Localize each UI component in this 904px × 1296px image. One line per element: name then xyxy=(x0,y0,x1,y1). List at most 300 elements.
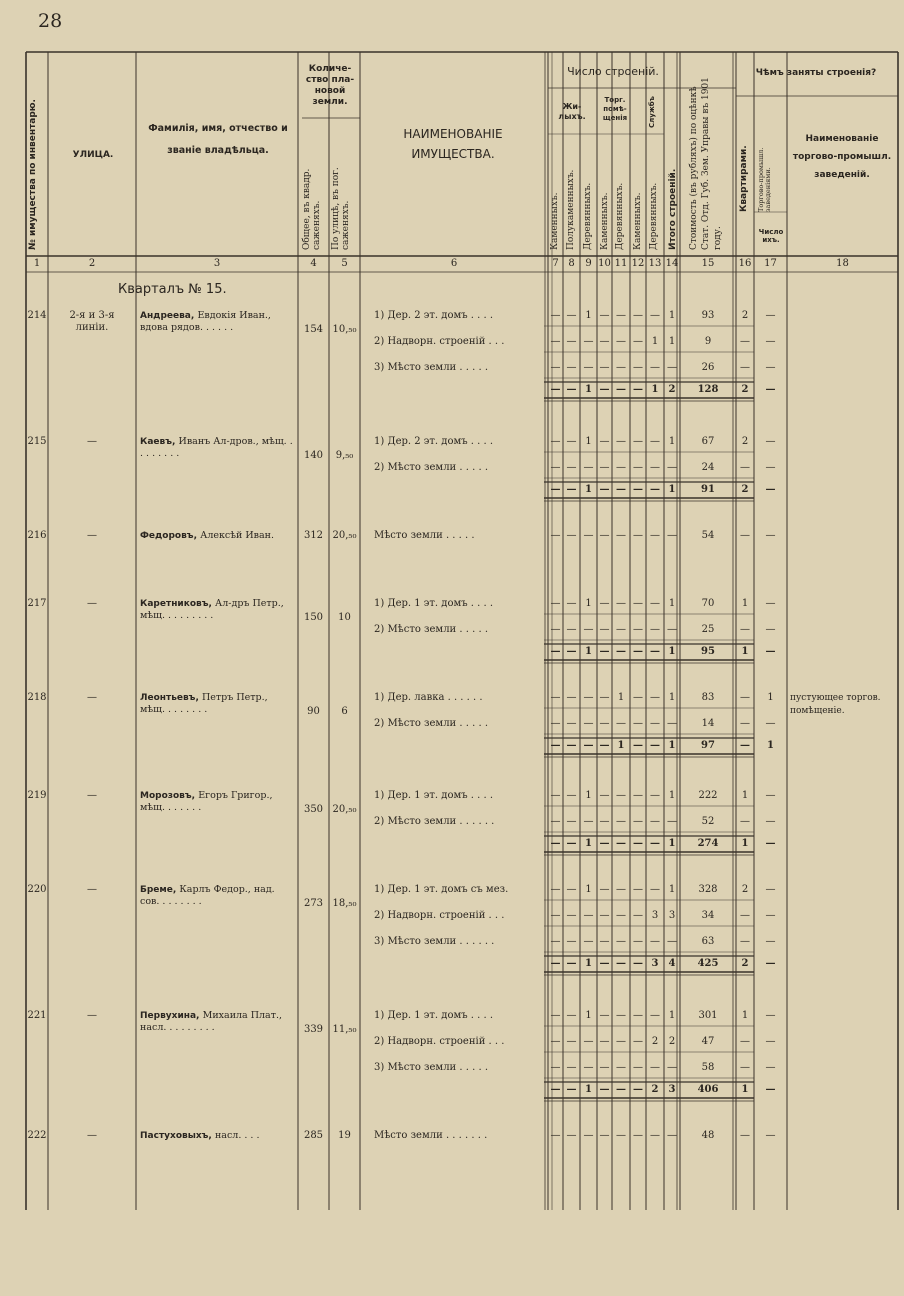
item-cell: — xyxy=(550,436,561,447)
item-cell: — xyxy=(550,336,561,347)
item-cell: — xyxy=(740,936,750,947)
item-name: 2) Мѣсто земли . . . . . xyxy=(374,718,488,729)
total-cell: — xyxy=(599,740,610,751)
total-cell: — xyxy=(616,484,626,495)
item-cell: — xyxy=(633,530,643,541)
entry-owner xyxy=(140,1010,294,1034)
item-cell: — xyxy=(583,336,594,347)
item-cell: — xyxy=(740,362,750,373)
item-cell: 2 xyxy=(668,1036,676,1047)
item-cell: — xyxy=(566,598,577,609)
entry-area: 154 xyxy=(303,324,324,335)
item-cell: — xyxy=(566,1010,577,1021)
item-cell: — xyxy=(616,310,626,321)
entry-area: 339 xyxy=(303,1024,324,1035)
item-cell: — xyxy=(616,790,626,801)
item-cell: — xyxy=(550,910,561,921)
item-cell: — xyxy=(740,1130,750,1141)
item-cell: 1 xyxy=(585,790,592,801)
item-cell: — xyxy=(616,1130,626,1141)
total-cell: — xyxy=(633,384,643,395)
item-cell: — xyxy=(616,1062,626,1073)
total-cell: — xyxy=(650,838,660,849)
item-cell: — xyxy=(599,816,610,827)
total-cell: — xyxy=(566,646,577,657)
entry-owner xyxy=(140,884,294,908)
item-cell: — xyxy=(616,910,626,921)
item-name: 1) Дер. лавка . . . . . . xyxy=(374,692,483,703)
item-cell: — xyxy=(740,336,750,347)
item-cell: — xyxy=(566,310,577,321)
item-cell: 1 xyxy=(668,790,676,801)
item-cell: — xyxy=(550,1062,561,1073)
item-cell: — xyxy=(550,692,561,703)
item-cell: — xyxy=(599,462,610,473)
item-cell: — xyxy=(667,718,677,729)
item-cell: — xyxy=(650,436,660,447)
item-name: 3) Мѣсто земли . . . . . xyxy=(374,1062,488,1073)
item-cell: — xyxy=(740,624,750,635)
total-cell: — xyxy=(566,484,577,495)
entry-owner xyxy=(140,530,294,542)
item-name: 1) Дер. 1 эт. домъ . . . . xyxy=(374,598,494,609)
item-cell: — xyxy=(650,884,660,895)
total-cell: — xyxy=(633,646,643,657)
item-cell: 1 xyxy=(585,884,592,895)
total-cell: — xyxy=(633,484,643,495)
total-cell: 2 xyxy=(668,384,676,395)
header-property: НАИМЕНОВАНІЕ ИМУЩЕСТВА. xyxy=(403,127,503,161)
item-cell: — xyxy=(633,1010,643,1021)
total-cell: — xyxy=(616,838,626,849)
item-cell: 1 xyxy=(585,598,592,609)
item-cell: — xyxy=(650,1062,660,1073)
column-number: 13 xyxy=(648,258,662,269)
item-name: 2) Надворн. строеній . . . xyxy=(374,336,505,347)
item-cell: — xyxy=(633,1062,643,1073)
item-cell: — xyxy=(765,362,776,373)
total-cell: — xyxy=(550,484,561,495)
item-cell: — xyxy=(633,692,643,703)
item-cell: 25 xyxy=(701,624,715,635)
item-cell: — xyxy=(633,1130,643,1141)
item-cell: — xyxy=(599,1036,610,1047)
item-cell: — xyxy=(740,718,750,729)
column-number: 2 xyxy=(88,258,96,269)
total-cell: 406 xyxy=(697,1084,719,1095)
item-cell: 1 xyxy=(668,692,676,703)
item-cell: 1 xyxy=(668,884,676,895)
item-cell: — xyxy=(566,362,577,373)
total-cell: 1 xyxy=(741,838,749,849)
total-cell: 1 xyxy=(585,384,592,395)
total-cell: — xyxy=(599,958,610,969)
total-cell: — xyxy=(566,1084,577,1095)
item-name: 2) Надворн. строеній . . . xyxy=(374,1036,505,1047)
column-number: 4 xyxy=(310,258,317,269)
total-cell: 1 xyxy=(668,740,676,751)
item-cell: — xyxy=(616,718,626,729)
item-cell: — xyxy=(550,1130,561,1141)
item-cell: 34 xyxy=(701,910,715,921)
item-cell: — xyxy=(765,624,776,635)
entry-owner-surname: Андреева, xyxy=(140,311,198,321)
item-cell: — xyxy=(550,884,561,895)
item-cell: 301 xyxy=(698,1010,718,1021)
item-cell: — xyxy=(616,884,626,895)
entry-owner-surname: Первухина, xyxy=(140,1011,203,1021)
item-name: 1) Дер. 2 эт. домъ . . . . xyxy=(374,436,494,447)
item-cell: — xyxy=(583,462,594,473)
item-cell: — xyxy=(550,1036,561,1047)
page-number: 28 xyxy=(38,10,63,32)
total-cell: 2 xyxy=(741,484,749,495)
item-cell: — xyxy=(633,624,643,635)
item-cell: — xyxy=(765,598,776,609)
item-cell: — xyxy=(765,1010,776,1021)
header-wooden2: Деревянныхъ. xyxy=(615,182,625,250)
item-cell: 47 xyxy=(701,1036,715,1047)
total-cell: — xyxy=(599,646,610,657)
item-cell: 1 xyxy=(585,1010,592,1021)
total-cell: 1 xyxy=(741,1084,749,1095)
column-number: 10 xyxy=(598,258,611,269)
entry-owner-surname: Морозовъ, xyxy=(140,791,199,801)
item-cell: — xyxy=(583,362,594,373)
item-cell: — xyxy=(550,310,561,321)
entry-area: 90 xyxy=(307,706,320,717)
total-cell: 2 xyxy=(741,958,749,969)
item-cell: — xyxy=(765,1036,776,1047)
total-cell: — xyxy=(765,958,776,969)
entry-owner-rest: Иванъ Ал-дров., мѣщ. . . . . . . . . xyxy=(140,436,293,459)
item-cell: — xyxy=(616,624,626,635)
item-cell: — xyxy=(583,936,594,947)
header-value: Стоимость (въ рубляхъ) по оцѣнкѣ Стат. Отд. Губ. Зем. Управы въ 1901 году. xyxy=(689,77,723,250)
total-cell: — xyxy=(566,838,577,849)
item-cell: — xyxy=(616,936,626,947)
entry-street: — xyxy=(87,530,97,541)
item-cell: — xyxy=(550,936,561,947)
header-stone: Каменныхъ. xyxy=(550,192,560,250)
entry-frontage: 19 xyxy=(338,1130,351,1141)
item-cell: — xyxy=(566,884,577,895)
item-cell: 67 xyxy=(701,436,715,447)
entry-owner-surname: Федоровъ, xyxy=(140,531,201,541)
entry-owner-surname: Каевъ, xyxy=(140,437,179,447)
item-cell: 2 xyxy=(741,884,749,895)
entry-street: — xyxy=(87,692,97,703)
entry-number: 218 xyxy=(27,692,47,703)
total-cell: — xyxy=(650,740,660,751)
item-cell: — xyxy=(599,884,610,895)
item-cell: 222 xyxy=(698,790,718,801)
entry-owner-surname: Каретниковъ, xyxy=(140,599,216,609)
item-cell: 1 xyxy=(617,692,625,703)
header-total-buildings: Итого строеній. xyxy=(668,168,678,250)
item-cell: — xyxy=(633,362,643,373)
total-cell: — xyxy=(765,484,776,495)
header-wooden3: Деревянныхъ. xyxy=(649,182,659,250)
total-cell: — xyxy=(583,740,594,751)
entry-number: 217 xyxy=(27,598,47,609)
total-cell: — xyxy=(550,1084,561,1095)
item-cell: — xyxy=(650,718,660,729)
header-land-frontage: По улицѣ, въ пог. саженяхъ. xyxy=(331,167,351,250)
item-cell: 2 xyxy=(741,436,749,447)
entry-owner-surname: Пастуховыхъ, xyxy=(140,1131,215,1141)
item-cell: 63 xyxy=(701,936,715,947)
item-cell: — xyxy=(633,436,643,447)
total-cell: — xyxy=(765,838,776,849)
entry-area: 350 xyxy=(303,804,324,815)
item-cell: — xyxy=(740,1036,750,1047)
entry-owner-rest: насл. . . . xyxy=(214,1130,260,1141)
item-cell: — xyxy=(616,462,626,473)
item-cell: — xyxy=(599,790,610,801)
entry-frontage: 18,₅₀ xyxy=(332,898,357,909)
total-cell: — xyxy=(566,740,577,751)
item-cell: 2 xyxy=(741,310,749,321)
entry-owner-rest: Алексѣй Иван. xyxy=(200,530,274,541)
entry-frontage: 10 xyxy=(338,612,351,623)
entry-frontage: 9,₅₀ xyxy=(335,450,354,461)
header-count: Число ихъ. xyxy=(758,228,784,244)
item-cell: — xyxy=(599,624,610,635)
item-cell: — xyxy=(566,1036,577,1047)
total-cell: — xyxy=(650,646,660,657)
item-cell: — xyxy=(599,718,610,729)
total-cell: 1 xyxy=(767,740,774,751)
total-cell: 97 xyxy=(701,740,715,751)
total-cell: — xyxy=(616,958,626,969)
total-cell: — xyxy=(765,384,776,395)
item-cell: 1 xyxy=(585,310,592,321)
item-cell: — xyxy=(650,790,660,801)
item-cell: 14 xyxy=(701,718,715,729)
entry-owner xyxy=(140,790,294,814)
item-cell: — xyxy=(650,1130,660,1141)
item-name: 1) Дер. 1 эт. домъ . . . . xyxy=(374,1010,494,1021)
item-cell: — xyxy=(765,816,776,827)
item-name: 1) Дер. 1 эт. домъ съ мез. xyxy=(374,884,509,895)
item-cell: 93 xyxy=(701,310,715,321)
total-cell: 2 xyxy=(651,1084,659,1095)
total-cell: — xyxy=(566,384,577,395)
total-cell: 4 xyxy=(668,958,676,969)
header-land-total: Общее, въ квадр. саженяхъ. xyxy=(302,168,322,250)
item-cell: — xyxy=(550,816,561,827)
entry-street: — xyxy=(87,436,97,447)
item-cell: — xyxy=(650,598,660,609)
header-wooden: Деревянныхъ. xyxy=(583,182,593,250)
entry-frontage: 11,₅₀ xyxy=(332,1024,357,1035)
item-cell: — xyxy=(633,598,643,609)
total-cell: 1 xyxy=(585,838,592,849)
total-cell: — xyxy=(740,740,750,751)
item-cell: — xyxy=(667,1130,677,1141)
total-cell: 95 xyxy=(701,646,715,657)
total-cell: 1 xyxy=(585,484,592,495)
total-cell: — xyxy=(633,838,643,849)
item-cell: — xyxy=(566,462,577,473)
entry-owner-rest: Петръ Петр., мѣщ. . . . . . . . xyxy=(140,692,268,715)
item-cell: — xyxy=(550,598,561,609)
total-cell: 1 xyxy=(741,646,749,657)
entry-area: 140 xyxy=(303,450,324,461)
total-cell: 1 xyxy=(668,838,676,849)
entry-street: — xyxy=(87,1010,97,1021)
item-cell: — xyxy=(765,462,776,473)
item-cell: 2 xyxy=(651,1036,659,1047)
total-cell: — xyxy=(616,646,626,657)
total-cell: — xyxy=(550,384,561,395)
total-cell: 1 xyxy=(668,484,676,495)
entry-area: 150 xyxy=(303,612,324,623)
entry-area: 312 xyxy=(303,530,324,541)
column-number: 9 xyxy=(585,258,592,269)
item-cell: — xyxy=(765,1130,776,1141)
item-cell: — xyxy=(667,530,677,541)
item-cell: — xyxy=(667,462,677,473)
total-cell: — xyxy=(765,1084,776,1095)
header-street: УЛИЦА. xyxy=(72,150,114,160)
item-cell: — xyxy=(566,336,577,347)
item-cell: 1 xyxy=(668,598,676,609)
entry-number: 220 xyxy=(27,884,47,895)
item-cell: — xyxy=(599,310,610,321)
item-name: 1) Дер. 1 эт. домъ . . . . xyxy=(374,790,494,801)
entry-owner-rest: Егоръ Григор., мѣщ. . . . . . . xyxy=(140,790,273,813)
item-cell: — xyxy=(566,624,577,635)
entry-number: 219 xyxy=(27,790,47,801)
total-cell: 91 xyxy=(701,484,715,495)
header-inventory-no: № имущества по инвентарю. xyxy=(28,99,38,250)
entry-number: 214 xyxy=(27,310,47,321)
total-cell: — xyxy=(765,646,776,657)
item-cell: — xyxy=(650,1010,660,1021)
column-number: 15 xyxy=(701,258,715,269)
item-name: 2) Мѣсто земли . . . . . xyxy=(374,462,488,473)
item-cell: — xyxy=(650,530,660,541)
entry-number: 221 xyxy=(27,1010,47,1021)
item-cell: — xyxy=(583,1130,594,1141)
item-cell: — xyxy=(583,910,594,921)
item-cell: 3 xyxy=(668,910,676,921)
item-cell: — xyxy=(740,462,750,473)
item-cell: 1 xyxy=(767,692,774,703)
entry-frontage: 20,₅₀ xyxy=(332,804,357,815)
item-cell: — xyxy=(616,1036,626,1047)
total-cell: 1 xyxy=(668,646,676,657)
item-cell: 48 xyxy=(701,1130,715,1141)
item-cell: 70 xyxy=(701,598,715,609)
header-stone2: Каменныхъ. xyxy=(600,192,610,250)
item-cell: — xyxy=(550,624,561,635)
item-cell: — xyxy=(650,462,660,473)
total-cell: 1 xyxy=(585,958,592,969)
entry-street: — xyxy=(87,598,97,609)
entry-owner-surname: Леонтьевъ, xyxy=(140,693,203,703)
header-stone3: Каменныхъ. xyxy=(633,192,643,250)
entry-owner-surname: Бреме, xyxy=(140,885,180,895)
item-cell: — xyxy=(550,462,561,473)
item-cell: — xyxy=(740,1062,750,1073)
header-land-qty: Количе- ство пла- новой земли. xyxy=(305,64,355,107)
item-cell: — xyxy=(566,936,577,947)
column-number: 14 xyxy=(665,258,679,269)
entry-number: 215 xyxy=(27,436,47,447)
item-cell: — xyxy=(599,936,610,947)
total-cell: — xyxy=(599,1084,610,1095)
item-cell: — xyxy=(583,816,594,827)
item-cell: 1 xyxy=(741,790,749,801)
item-cell: — xyxy=(566,718,577,729)
item-cell: 1 xyxy=(651,336,659,347)
item-cell: — xyxy=(583,624,594,635)
item-cell: — xyxy=(566,816,577,827)
total-cell: 1 xyxy=(585,1084,592,1095)
item-cell: — xyxy=(566,790,577,801)
total-cell: — xyxy=(550,740,561,751)
total-cell: 3 xyxy=(668,1084,676,1095)
item-cell: — xyxy=(633,910,643,921)
column-number: 6 xyxy=(450,258,458,269)
item-cell: — xyxy=(740,692,750,703)
entry-owner xyxy=(140,310,294,334)
item-cell: — xyxy=(599,1010,610,1021)
item-cell: 1 xyxy=(668,310,676,321)
item-cell: — xyxy=(667,624,677,635)
item-cell: — xyxy=(765,936,776,947)
item-cell: — xyxy=(667,362,677,373)
total-cell: — xyxy=(599,838,610,849)
entry-street: 2-я и 3-я линіи. xyxy=(69,310,115,333)
total-cell: 3 xyxy=(651,958,659,969)
item-name: Мѣсто земли . . . . . . . xyxy=(374,1130,488,1141)
item-cell: 54 xyxy=(701,530,715,541)
entry-street: — xyxy=(87,790,97,801)
item-cell: — xyxy=(633,1036,643,1047)
item-cell: — xyxy=(583,1036,594,1047)
item-cell: — xyxy=(765,1062,776,1073)
item-cell: — xyxy=(765,336,776,347)
item-cell: — xyxy=(599,362,610,373)
item-cell: — xyxy=(583,692,594,703)
item-cell: — xyxy=(616,336,626,347)
item-name: 2) Мѣсто земли . . . . . . xyxy=(374,816,495,827)
item-cell: 52 xyxy=(701,816,715,827)
item-name: 3) Мѣсто земли . . . . . . xyxy=(374,936,495,947)
entry-area: 273 xyxy=(303,898,324,909)
header-residential: Жи- лыхъ. xyxy=(558,102,586,121)
total-cell: — xyxy=(550,958,561,969)
total-cell: — xyxy=(633,740,643,751)
item-cell: — xyxy=(650,310,660,321)
item-name: 3) Мѣсто земли . . . . . xyxy=(374,362,488,373)
column-number: 7 xyxy=(552,258,559,269)
column-number: 8 xyxy=(568,258,575,269)
item-cell: — xyxy=(566,910,577,921)
header-service: Службъ xyxy=(648,96,656,128)
item-note: пустующее торгов. помѣщеніе. xyxy=(790,693,881,716)
total-cell: — xyxy=(550,838,561,849)
item-cell: — xyxy=(633,718,643,729)
item-cell: 83 xyxy=(701,692,715,703)
entry-street: — xyxy=(87,1130,97,1141)
item-cell: — xyxy=(550,1010,561,1021)
item-cell: 24 xyxy=(701,462,715,473)
